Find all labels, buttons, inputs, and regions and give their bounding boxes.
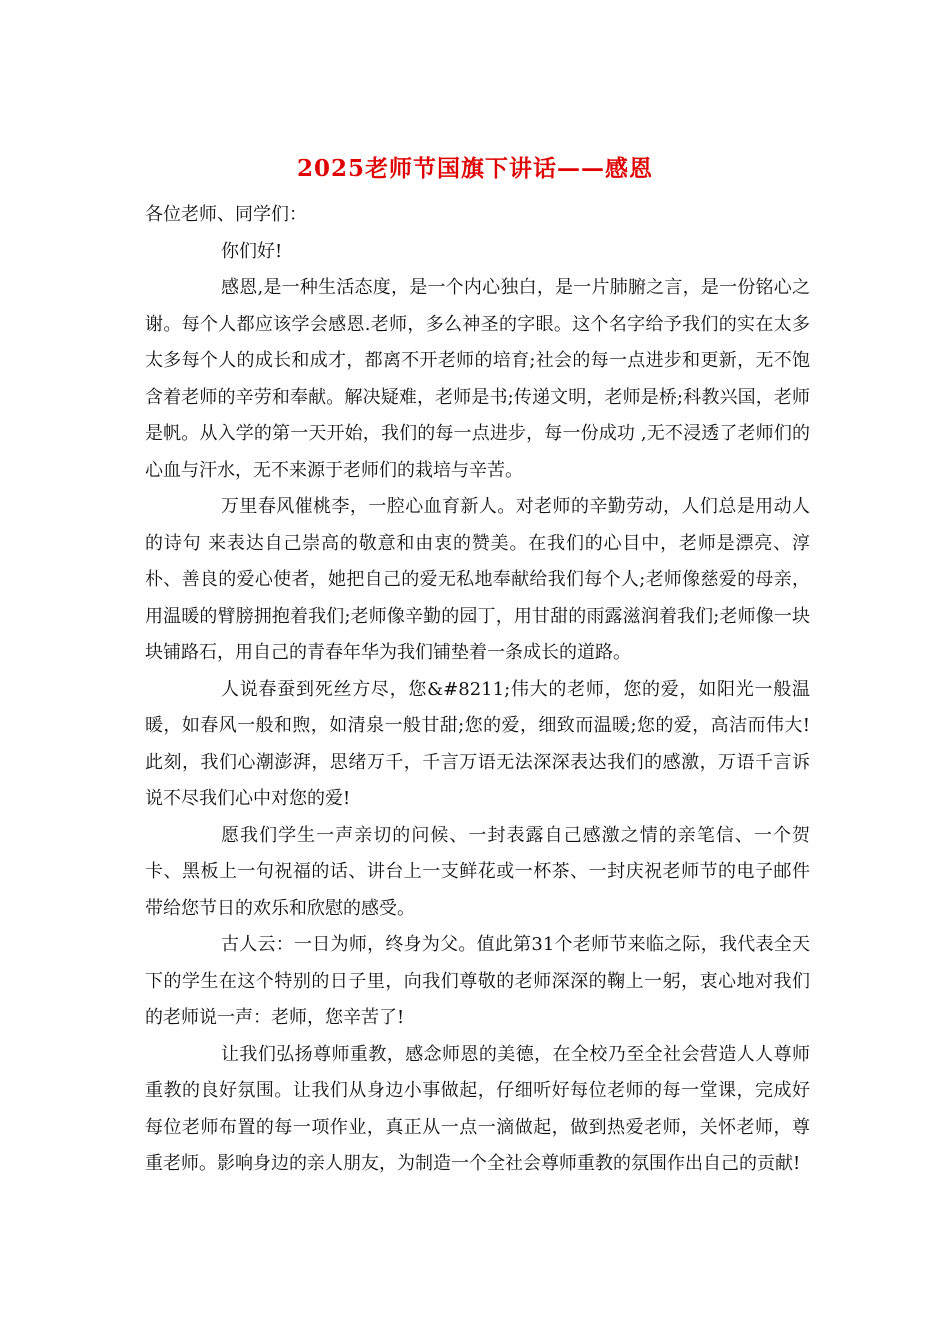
paragraph: 古人云：一日为师，终身为父。值此第31个老师节来临之际，我代表全天下的学生在这个特别的日子里，向我们尊敬的老师深深的鞠上一躬，衷心地对我们的老师说一声：老师，您辛苦了!: [145, 934, 810, 1028]
greeting: 你们好!: [221, 240, 283, 262]
document-title: 2025老师节国旗下讲话——感恩: [296, 155, 653, 182]
salutation: 各位老师、同学们：: [145, 204, 307, 225]
paragraph: 感恩,是一种生活态度，是一个内心独白，是一片肺腑之言，是一份铭心之谢。每个人都应该学会感恩.老师，多么神圣的字眼。这个名字给予我们的实在太多太多每个人的成长和成才，都离不开老师的培育;社会的每一点进步和更新，无不饱含着老师的辛劳和奉献。解决疑难，老师是书;传递文明，老师是桥;科教兴国，老师是帆。从入学的第一天开始，我们的每一点进步，每一份成功 ,无不浸透了老师们的心血与汗水，无不来源于老师们的栽培与辛苦。: [145, 277, 810, 481]
paragraph: 人说春蚕到死丝方尽，您&#8211;伟大的老师，您的爱，如阳光一般温暖，如春风一般和煦，如清泉一般甘甜;您的爱，细致而温暖;您的爱，高洁而伟大!此刻，我们心潮澎湃，思绪万千，千言万语无法深深表达我们的感激，万语千言诉说不尽我们心中对您的爱!: [145, 678, 810, 809]
document-body: [145, 197, 810, 1183]
paragraph: 让我们弘扬尊师重教，感念师恩的美德，在全校乃至全社会营造人人尊师重教的良好氛围。让我们从身边小事做起，仔细听好每位老师的每一堂课，完成好每位老师布置的每一项作业，真正从一点一滴做起，做到热爱老师，关怀老师，尊重老师。影响身边的亲人朋友，为制造一个全社会尊师重教的氛围作出自己的贡献!: [145, 1043, 810, 1174]
paragraph: 愿我们学生一声亲切的问候、一封表露自己感激之情的亲笔信、一个贺卡、黑板上一句祝福的话、讲台上一支鲜花或一杯茶、一封庆祝老师节的电子邮件带给您节日的欢乐和欣慰的感受。: [145, 824, 810, 919]
paragraph: 万里春风催桃李，一腔心血育新人。对老师的辛勤劳动，人们总是用动人的诗句 来表达自己崇高的敬意和由衷的赞美。在我们的心目中，老师是漂亮、淳朴、善良的爱心使者，她把自己的爱无私地奉献给我们每个人;老师像慈爱的母亲，用温暖的臂膀拥抱着我们;老师像辛勤的园丁，用甘甜的雨露滋润着我们;老师像一块块铺路石，用自己的青春年华为我们铺垫着一条成长的道路。: [145, 496, 810, 663]
